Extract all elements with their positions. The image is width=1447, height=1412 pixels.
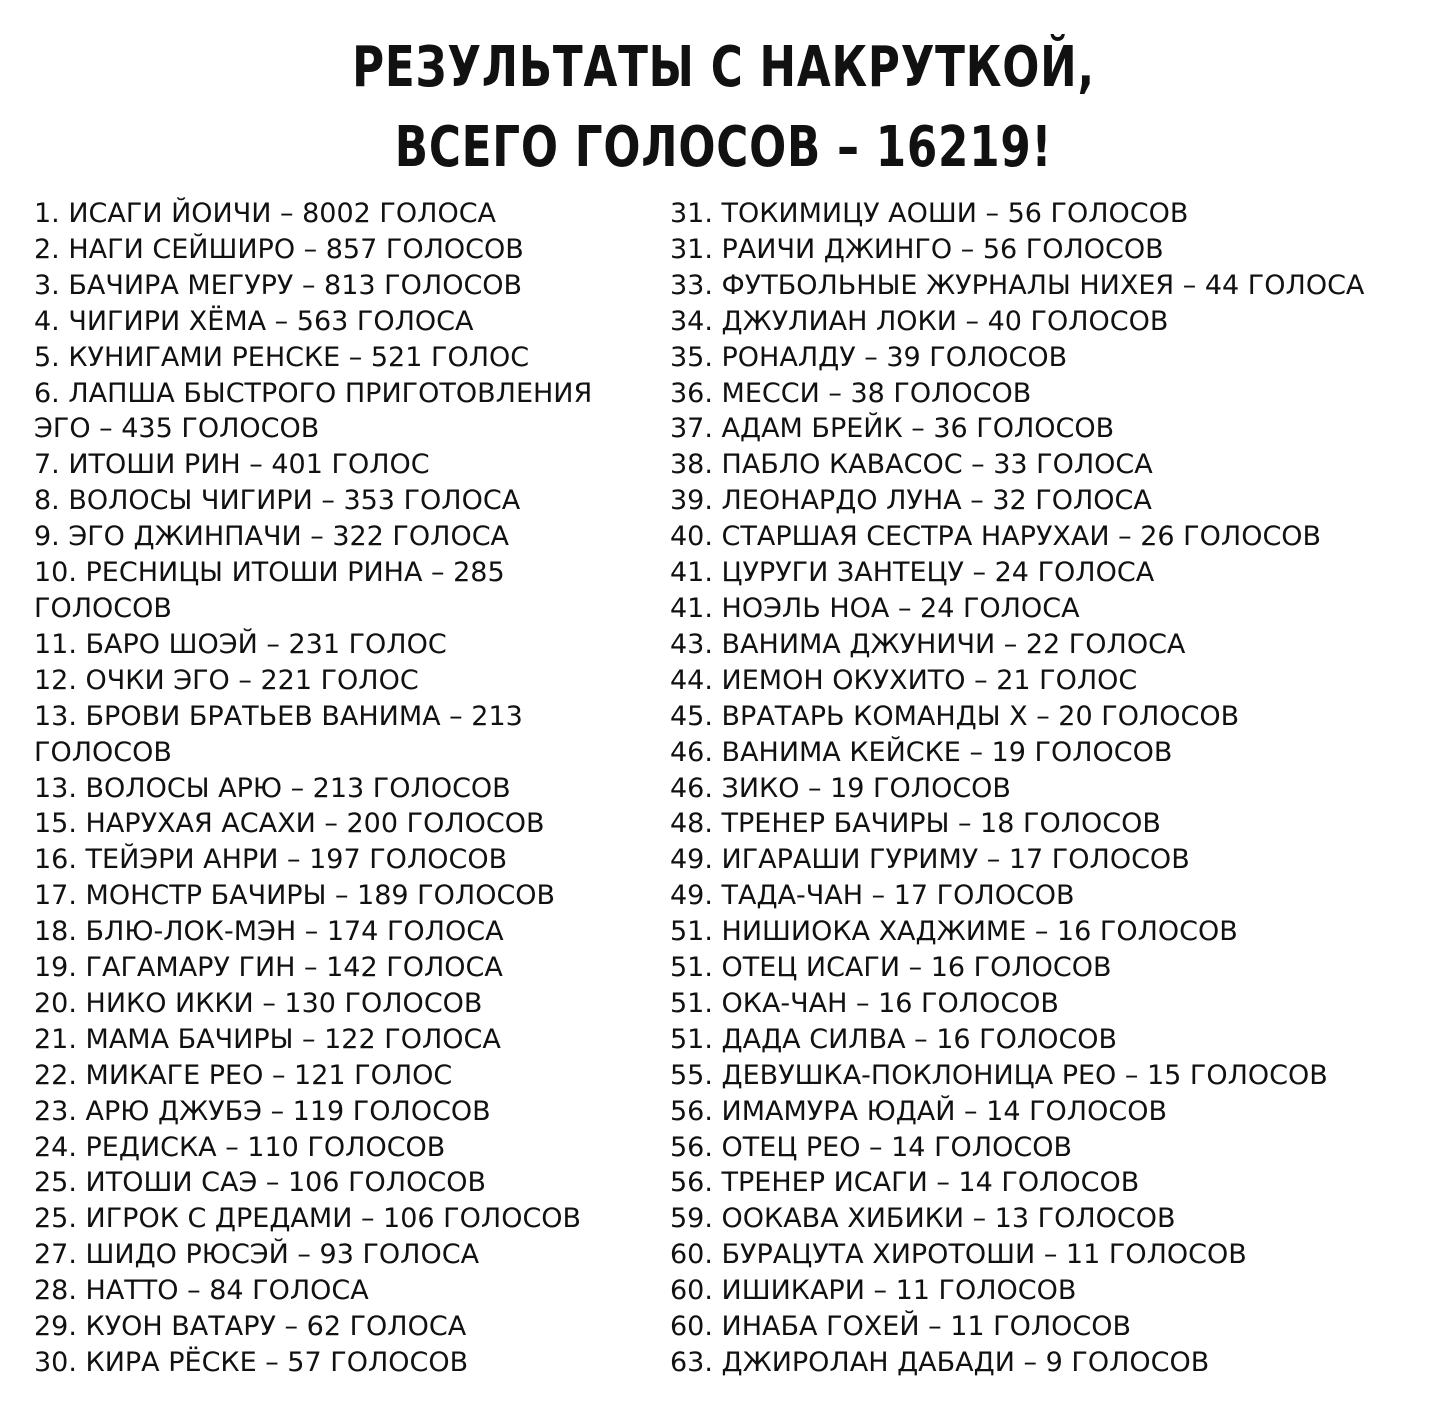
result-entry-text: 46. ЗИКО – 19 ГОЛОСОВ <box>670 772 1011 804</box>
result-entry <box>34 1130 654 1166</box>
title-line-2: ВСЕГО ГОЛОСОВ – 16219! <box>394 115 1053 180</box>
result-entry-text: 8. ВОЛОСЫ ЧИГИРИ – 353 ГОЛОСА <box>34 485 521 517</box>
result-entry <box>34 1345 654 1381</box>
result-entry-text: 60. ИШИКАРИ – 11 ГОЛОСОВ <box>670 1275 1077 1307</box>
result-entry-text: ГОЛОСОВ <box>34 592 172 624</box>
result-entry-text: 12. ОЧКИ ЭГО – 221 ГОЛОС <box>34 664 419 696</box>
result-entry-text: 37. АДАМ БРЕЙК – 36 ГОЛОСОВ <box>670 413 1115 445</box>
result-entry <box>34 986 654 1022</box>
result-entry <box>34 447 654 483</box>
result-entry <box>670 232 1430 268</box>
result-entry-text: 25. ИТОШИ САЭ – 106 ГОЛОСОВ <box>34 1167 486 1199</box>
result-entry <box>670 1273 1430 1309</box>
result-entry-text: 21. МАМА БАЧИРЫ – 122 ГОЛОСА <box>34 1023 501 1055</box>
result-entry <box>670 519 1430 555</box>
result-entry-text: 20. НИКО ИККИ – 130 ГОЛОСОВ <box>34 987 483 1019</box>
result-entry-text: 30. КИРА РЁСКЕ – 57 ГОЛОСОВ <box>34 1347 469 1378</box>
result-entry-text: 35. РОНАЛДУ – 39 ГОЛОСОВ <box>670 341 1068 373</box>
result-entry-text: 40. СТАРШАЯ СЕСТРА НАРУХАИ – 26 ГОЛОСОВ <box>670 521 1322 553</box>
result-entry-text: 23. АРЮ ДЖУБЭ – 119 ГОЛОСОВ <box>34 1095 491 1127</box>
result-entry <box>34 950 654 986</box>
result-entry <box>670 1237 1430 1273</box>
result-entry <box>34 627 654 663</box>
result-entry <box>34 304 654 340</box>
result-entry-text: 15. НАРУХАЯ АСАХИ – 200 ГОЛОСОВ <box>34 808 545 840</box>
result-entry-text: 31. РАИЧИ ДЖИНГО – 56 ГОЛОСОВ <box>670 233 1164 265</box>
result-entry <box>670 268 1430 304</box>
result-entry-text: 31. ТОКИМИЦУ АОШИ – 56 ГОЛОСОВ <box>670 198 1189 229</box>
result-entry-text: 19. ГАГАМАРУ ГИН – 142 ГОЛОСА <box>34 952 503 984</box>
result-entry <box>670 1309 1430 1345</box>
page-title <box>159 28 1288 188</box>
result-entry-text: 34. ДЖУЛИАН ЛОКИ – 40 ГОЛОСОВ <box>670 305 1169 337</box>
result-entry <box>34 806 654 842</box>
result-entry <box>34 1201 654 1237</box>
result-entry-text: 51. ОТЕЦ ИСАГИ – 16 ГОЛОСОВ <box>670 952 1112 984</box>
result-entry-text: 7. ИТОШИ РИН – 401 ГОЛОС <box>34 449 430 481</box>
result-entry <box>670 771 1430 807</box>
result-entry <box>34 699 654 771</box>
result-entry-text: 56. ТРЕНЕР ИСАГИ – 14 ГОЛОСОВ <box>670 1167 1140 1199</box>
result-entry <box>34 196 654 232</box>
result-entry <box>670 1165 1430 1201</box>
result-entry-text: 6. ЛАПША БЫСТРОГО ПРИГОТОВЛЕНИЯ <box>34 377 593 409</box>
result-entry <box>34 376 654 448</box>
result-entry-text: 43. ВАНИМА ДЖУНИЧИ – 22 ГОЛОСА <box>670 628 1186 660</box>
result-entry <box>670 304 1430 340</box>
result-entry <box>670 950 1430 986</box>
result-entry <box>34 1237 654 1273</box>
result-entry <box>670 878 1430 914</box>
result-entry-text: ГОЛОСОВ <box>34 736 172 768</box>
result-entry-text: 1. ИСАГИ ЙОИЧИ – 8002 ГОЛОСА <box>34 198 497 229</box>
result-entry <box>34 1058 654 1094</box>
result-entry-text: 60. ИНАБА ГОХЕЙ – 11 ГОЛОСОВ <box>670 1311 1132 1343</box>
result-entry-text: 39. ЛЕОНАРДО ЛУНА – 32 ГОЛОСА <box>670 485 1152 517</box>
result-entry-text: 36. МЕССИ – 38 ГОЛОСОВ <box>670 377 1032 409</box>
result-entry <box>670 806 1430 842</box>
result-entry <box>670 842 1430 878</box>
result-entry-text: 49. ИГАРАШИ ГУРИМУ – 17 ГОЛОСОВ <box>670 844 1190 876</box>
result-entry <box>670 699 1430 735</box>
result-entry-text: 17. МОНСТР БАЧИРЫ – 189 ГОЛОСОВ <box>34 880 556 912</box>
result-entry <box>670 1130 1430 1166</box>
result-entry <box>34 232 654 268</box>
result-entry-text: 51. ДАДА СИЛВА – 16 ГОЛОСОВ <box>670 1023 1118 1055</box>
result-entry <box>34 519 654 555</box>
result-entry-text: 55. ДЕВУШКА-ПОКЛОНИЦА РЕО – 15 ГОЛОСОВ <box>670 1059 1328 1091</box>
result-entry <box>670 914 1430 950</box>
result-entry-text: 56. ОТЕЦ РЕО – 14 ГОЛОСОВ <box>670 1131 1072 1163</box>
result-entry-text: 2. НАГИ СЕЙШИРО – 857 ГОЛОСОВ <box>34 233 524 265</box>
result-entry <box>670 1094 1430 1130</box>
result-entry <box>34 483 654 519</box>
result-entry-text: 63. ДЖИРОЛАН ДАБАДИ – 9 ГОЛОСОВ <box>670 1347 1210 1378</box>
result-entry-text: 9. ЭГО ДЖИНПАЧИ – 322 ГОЛОСА <box>34 521 510 553</box>
result-entry-text: 48. ТРЕНЕР БАЧИРЫ – 18 ГОЛОСОВ <box>670 808 1161 840</box>
result-entry-text: 44. ИЕМОН ОКУХИТО – 21 ГОЛОС <box>670 664 1138 696</box>
results-list-right <box>670 196 1430 1381</box>
result-entry-text: 18. БЛЮ-ЛОК-МЭН – 174 ГОЛОСА <box>34 916 504 948</box>
result-entry-text: 60. БУРАЦУТА ХИРОТОШИ – 11 ГОЛОСОВ <box>670 1239 1247 1271</box>
result-entry <box>34 1273 654 1309</box>
result-entry <box>34 914 654 950</box>
result-entry <box>670 1345 1430 1381</box>
result-entry-text: ЭГО – 435 ГОЛОСОВ <box>34 413 320 445</box>
result-entry-text: 45. ВРАТАРЬ КОМАНДЫ Х – 20 ГОЛОСОВ <box>670 700 1240 732</box>
result-entry <box>34 842 654 878</box>
result-entry-text: 59. ООКАВА ХИБИКИ – 13 ГОЛОСОВ <box>670 1203 1176 1235</box>
result-entry-text: 3. БАЧИРА МЕГУРУ – 813 ГОЛОСОВ <box>34 269 523 301</box>
result-entry-text: 22. МИКАГЕ РЕО – 121 ГОЛОС <box>34 1059 453 1091</box>
result-entry-text: 33. ФУТБОЛЬНЫЕ ЖУРНАЛЫ НИХЕЯ – 44 ГОЛОСА <box>670 269 1365 301</box>
result-entry <box>34 555 654 627</box>
result-entry <box>670 1201 1430 1237</box>
result-entry <box>34 1022 654 1058</box>
result-entry <box>34 1094 654 1130</box>
result-entry <box>34 663 654 699</box>
result-entry-text: 38. ПАБЛО КАВАСОС – 33 ГОЛОСА <box>670 449 1153 481</box>
result-entry <box>670 735 1430 771</box>
result-entry-text: 51. НИШИОКА ХАДЖИМЕ – 16 ГОЛОСОВ <box>670 916 1238 948</box>
result-entry <box>34 878 654 914</box>
result-entry-text: 27. ШИДО РЮСЭЙ – 93 ГОЛОСА <box>34 1239 480 1271</box>
result-entry <box>670 340 1430 376</box>
result-entry-text: 11. БАРО ШОЭЙ – 231 ГОЛОС <box>34 628 447 660</box>
result-entry-text: 13. БРОВИ БРАТЬЕВ ВАНИМА – 213 <box>34 700 523 732</box>
result-entry-text: 24. РЕДИСКА – 110 ГОЛОСОВ <box>34 1131 446 1163</box>
result-entry-text: 10. РЕСНИЦЫ ИТОШИ РИНА – 285 <box>34 557 505 589</box>
result-entry-text: 5. КУНИГАМИ РЕНСКЕ – 521 ГОЛОС <box>34 341 530 373</box>
result-entry <box>670 591 1430 627</box>
result-entry <box>670 627 1430 663</box>
result-entry-text: 49. ТАДА-ЧАН – 17 ГОЛОСОВ <box>670 880 1075 912</box>
result-entry <box>670 1022 1430 1058</box>
result-entry-text: 41. НОЭЛЬ НОА – 24 ГОЛОСА <box>670 592 1080 624</box>
result-entry <box>670 196 1430 232</box>
result-entry-text: 13. ВОЛОСЫ АРЮ – 213 ГОЛОСОВ <box>34 772 511 804</box>
result-entry <box>34 268 654 304</box>
result-entry <box>670 483 1430 519</box>
result-entry <box>670 376 1430 412</box>
result-entry-text: 25. ИГРОК С ДРЕДАМИ – 106 ГОЛОСОВ <box>34 1203 582 1235</box>
result-entry-text: 46. ВАНИМА КЕЙСКЕ – 19 ГОЛОСОВ <box>670 736 1173 768</box>
result-entry-text: 29. КУОН ВАТАРУ – 62 ГОЛОСА <box>34 1311 467 1343</box>
result-entry-text: 41. ЦУРУГИ ЗАНТЕЦУ – 24 ГОЛОСА <box>670 557 1155 589</box>
results-list-left <box>34 196 654 1381</box>
result-entry <box>34 1309 654 1345</box>
result-entry-text: 56. ИМАМУРА ЮДАЙ – 14 ГОЛОСОВ <box>670 1095 1167 1127</box>
result-entry <box>670 986 1430 1022</box>
result-entry <box>670 663 1430 699</box>
result-entry-text: 4. ЧИГИРИ ХЁМА – 563 ГОЛОСА <box>34 305 474 337</box>
result-entry <box>34 340 654 376</box>
result-entry <box>670 555 1430 591</box>
title-line-1: РЕЗУЛЬТАТЫ С НАКРУТКОЙ, <box>352 35 1095 100</box>
result-entry <box>670 411 1430 447</box>
result-entry <box>670 1058 1430 1094</box>
result-entry <box>34 771 654 807</box>
result-entry <box>34 1165 654 1201</box>
result-entry <box>670 447 1430 483</box>
result-entry-text: 51. ОКА-ЧАН – 16 ГОЛОСОВ <box>670 987 1059 1019</box>
result-entry-text: 16. ТЕЙЭРИ АНРИ – 197 ГОЛОСОВ <box>34 844 508 876</box>
result-entry-text: 28. НАТТО – 84 ГОЛОСА <box>34 1275 369 1307</box>
